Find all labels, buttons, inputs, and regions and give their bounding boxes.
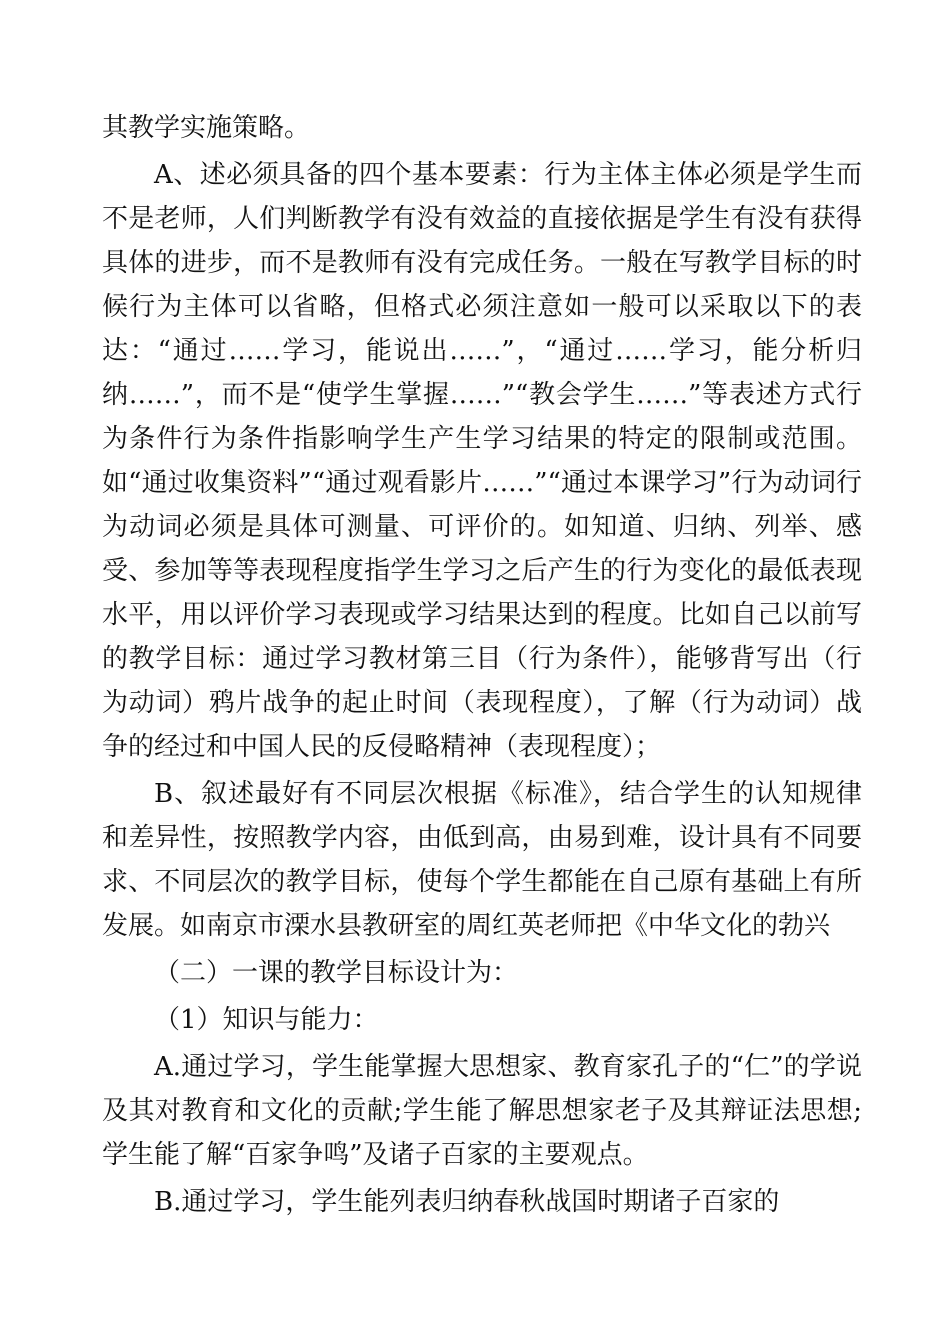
- subsection-heading: （1）知识与能力：: [154, 1005, 379, 1035]
- document-page: [102, 106, 862, 1227]
- paragraph-goal-a: A.通过学习，学生能掌握大思想家、教育家孔子的“仁”的学说及其对教育和文化的贡献;学生能了解思想家老子及其辩证法思想;学生能了解“百家争鸣”及诸子百家的主要观点。: [102, 1052, 862, 1170]
- section-heading: （二）一课的教学目标设计为：: [154, 958, 519, 988]
- paragraph-continuation: 其教学实施策略。: [102, 113, 311, 143]
- paragraph-requirement-b: B、叙述最好有不同层次根据《标准》，结合学生的认知规律和差异性，按照教学内容，由低到高，由易到难，设计具有不同要求、不同层次的教学目标，使每个学生都能在自己原有基础上有所发展。如南京市溧水县教研室的周红英老师把《中华文化的勃兴: [102, 779, 862, 941]
- paragraph-goal-b: B.通过学习，学生能列表归纳春秋战国时期诸子百家的: [154, 1187, 780, 1217]
- paragraph-requirement-a: A、述必须具备的四个基本要素：行为主体主体必须是学生而不是老师，人们判断教学有没有效益的直接依据是学生有没有获得具体的进步，而不是教师有没有完成任务。一般在写教学目标的时候行为主体可以省略，但格式必须注意如一般可以采取以下的表达：“通过……学习，能说出……”，“通过……学习，能分析归纳……”，而不是“使学生掌握……”“教会学生……”等表述方式行为条件行为条件指影响学生产生学习结果的特定的限制或范围。如“通过收集资料”“通过观看影片……”“通过本课学习”行为动词行为动词必须是具体可测量、可评价的。如知道、归纳、列举、感受、参加等等表现程度指学生学习之后产生的行为变化的最低表现水平，用以评价学习表现或学习结果达到的程度。比如自己以前写的教学目标：通过学习教材第三目（行为条件），能够背写出（行为动词）鸦片战争的起止时间（表现程度），了解（行为动词）战争的经过和中国人民的反侵略精神（表现程度）；: [102, 160, 862, 762]
